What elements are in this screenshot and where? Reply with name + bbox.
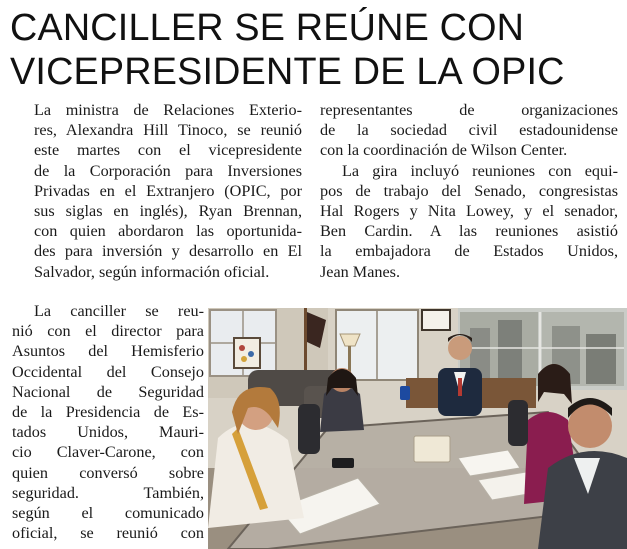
article-line: Asuntos del Hemisferio bbox=[12, 342, 204, 361]
article-line: con quien abordaron las oportunida- bbox=[34, 222, 302, 241]
article-line: de la sociedad civil estadounidense bbox=[320, 121, 618, 140]
article-line: quien conversó sobre bbox=[12, 463, 204, 482]
article-line: La ministra de Relaciones Exterio- bbox=[34, 101, 302, 119]
article-line: Privadas en el Extranjero (OPIC, por bbox=[34, 181, 302, 200]
article-line: La canciller se reu- bbox=[34, 302, 204, 320]
headline-line-1: CANCILLER SE REÚNE CON bbox=[10, 7, 525, 49]
article-line: Occidental del Consejo bbox=[12, 362, 204, 381]
article-paragraph-2 bbox=[12, 301, 204, 543]
article-left-wrap bbox=[12, 301, 204, 543]
article-paragraph-3 bbox=[320, 100, 618, 161]
meeting-photo bbox=[208, 308, 627, 549]
article-line: res, Alexandra Hill Tinoco, se reunió bbox=[34, 121, 302, 140]
article-line: Nacional de Seguridad bbox=[12, 382, 204, 401]
article-line: La gira incluyó reuniones con equi- bbox=[342, 161, 618, 180]
article-line: tados Unidos, Mauri- bbox=[12, 423, 204, 442]
meeting-photo-illustration bbox=[208, 308, 627, 549]
article-line: Jean Manes. bbox=[320, 262, 401, 281]
article-line: representantes de organizaciones bbox=[320, 101, 618, 119]
article-line: con la coordinación de Wilson Center. bbox=[320, 141, 568, 160]
article-line: des para inversión y desarrollo en El bbox=[34, 242, 302, 261]
article-paragraph-1 bbox=[12, 100, 302, 282]
article-line: de la Presidencia de Es- bbox=[12, 403, 204, 422]
article-line: cio Claver-Carone, con bbox=[12, 443, 204, 462]
article-line: nió con el director para bbox=[12, 322, 204, 341]
article-paragraph-4 bbox=[320, 161, 618, 282]
article-line: pos de trabajo del Senado, congresistas bbox=[320, 181, 618, 200]
article-line: Salvador, según información oficial. bbox=[34, 262, 270, 281]
article-left-column bbox=[12, 100, 302, 282]
article-line: Ben Cardin. A las reuniones asistió bbox=[320, 222, 618, 241]
headline-line-2: VICEPRESIDENTE DE LA OPIC bbox=[10, 51, 565, 93]
article-line: seguridad. También, bbox=[12, 483, 204, 502]
article-line: según el comunicado bbox=[12, 504, 204, 523]
article-line: de la Corporación para Inversiones bbox=[34, 161, 302, 180]
article-line: sus siglas en inglés), Ryan Brennan, bbox=[34, 202, 302, 221]
article-line: Hal Rogers y Nita Lowey, y el senador, bbox=[320, 202, 618, 221]
headline bbox=[10, 6, 620, 94]
article-line: la embajadora de Estados Unidos, bbox=[320, 242, 618, 261]
article-line: este martes con el vicepresidente bbox=[34, 141, 302, 160]
article-right-column bbox=[320, 100, 618, 282]
article-line: oficial, se reunió con bbox=[12, 524, 204, 543]
